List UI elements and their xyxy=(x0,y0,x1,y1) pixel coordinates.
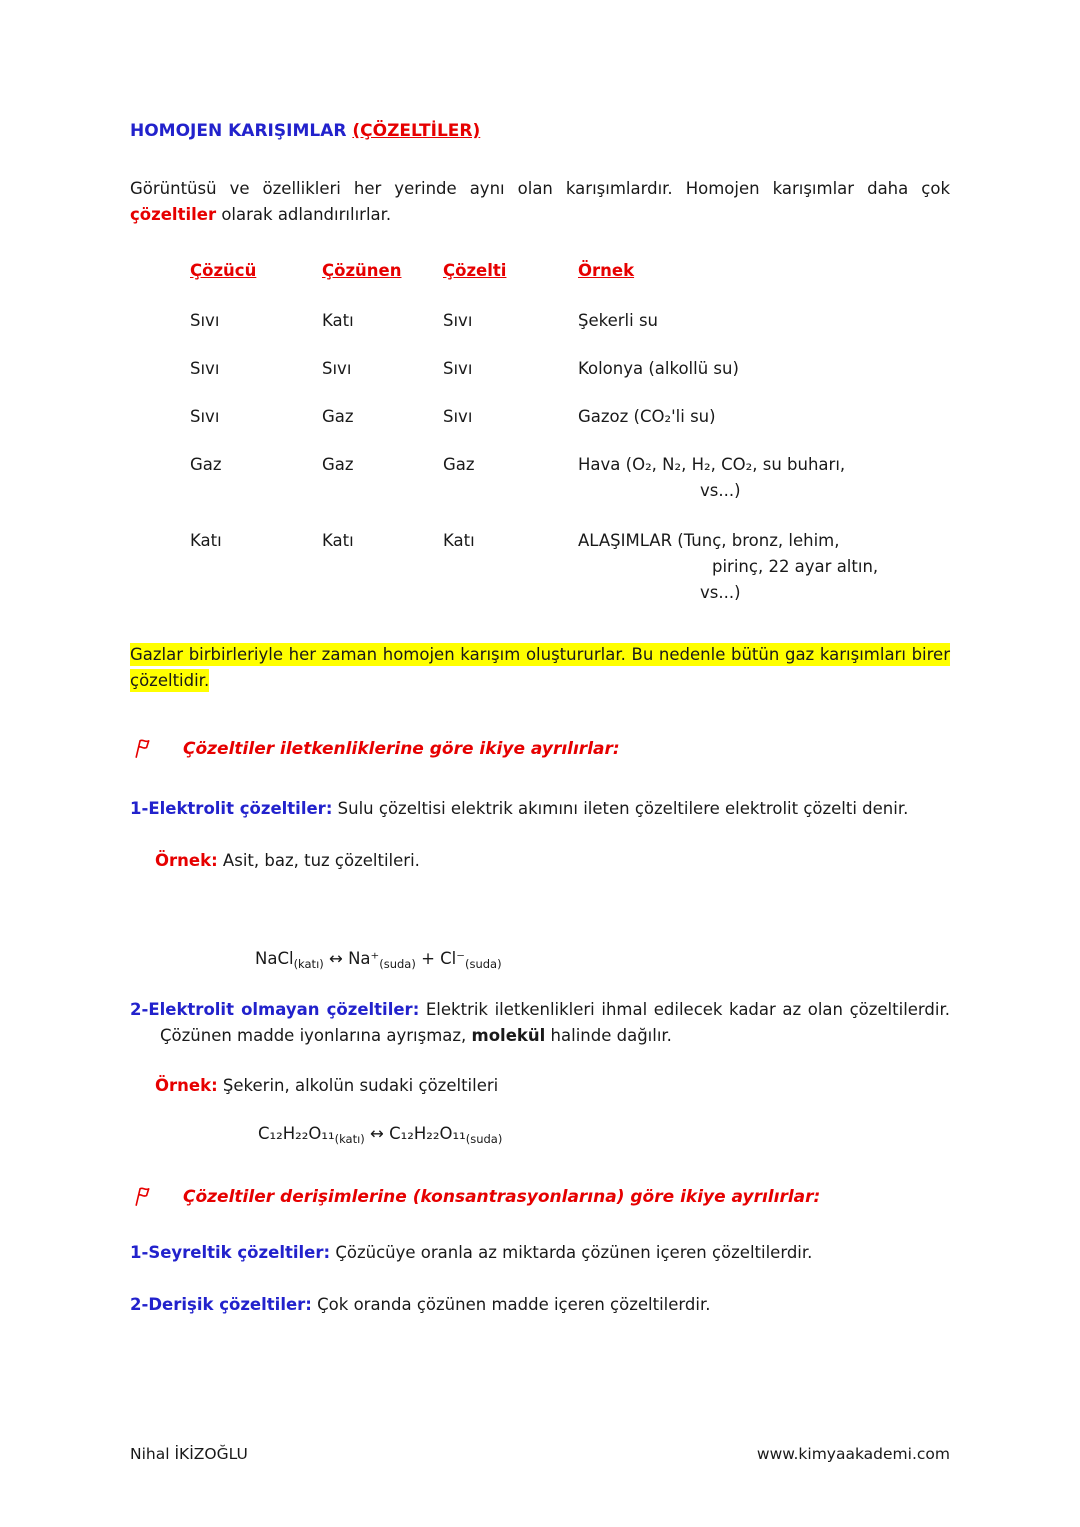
example-line: ALAŞIMLAR (Tunç, bronz, lehim, xyxy=(578,531,840,550)
header-example: Örnek xyxy=(578,261,635,280)
formula-state: (katı) xyxy=(293,957,324,971)
equation-sucrose xyxy=(258,1121,950,1152)
item-label: 2-Derişik çözeltiler: xyxy=(130,1295,312,1314)
solutions-table xyxy=(190,258,950,606)
example-line: Hava (O₂, N₂, H₂, CO₂, su buharı, xyxy=(578,455,846,474)
page-title xyxy=(130,118,950,144)
highlighted-text: Gazlar birbirleriyle her zaman homojen karışım oluştururlar. Bu nedenle bütün gaz karışımları birer çözeltidir. xyxy=(130,645,950,690)
item-concentrated xyxy=(130,1292,950,1318)
table-cell-solute: Gaz xyxy=(322,407,354,426)
table-row xyxy=(190,404,950,430)
section-heading-concentration xyxy=(130,1184,950,1216)
item-text-post: halinde dağılır. xyxy=(545,1026,672,1045)
section-heading-text: Çözeltiler iletkenliklerine göre ikiye ayrılırlar: xyxy=(183,739,620,759)
table-row xyxy=(190,452,950,504)
intro-text-pre: Görüntüsü ve özellikleri her yerinde aynı olan karışımlardır. Homojen karışımlar daha çok xyxy=(130,179,950,198)
example-line: vs...) xyxy=(700,481,741,500)
formula-segment: ↔ Na⁺ xyxy=(323,949,380,968)
formula-state: (suda) xyxy=(464,957,502,971)
example-label: Örnek: xyxy=(155,1076,218,1095)
table-cell-solvent: Sıvı xyxy=(190,359,220,378)
formula-segment: C₁₂H₂₂O₁₁ xyxy=(258,1124,335,1143)
table-cell-solute: Sıvı xyxy=(322,359,352,378)
intro-emphasis: çözeltiler xyxy=(130,205,217,224)
footer-website: www.kimyaakademi.com xyxy=(756,1445,950,1463)
example-block xyxy=(155,1073,950,1099)
table-cell-solution: Katı xyxy=(443,531,475,550)
example-text: Şekerin, alkolün sudaki çözeltileri xyxy=(217,1076,499,1095)
table-cell-example: Şekerli su xyxy=(578,311,658,330)
item-text: Sulu çözeltisi elektrik akımını ileten çözeltilere elektrolit çözelti denir. xyxy=(332,799,909,818)
header-solution: Çözelti xyxy=(443,261,507,280)
item-text-emphasis: molekül xyxy=(471,1026,546,1045)
item-text: Çok oranda çözünen madde içeren çözeltilerdir. xyxy=(311,1295,711,1314)
table-cell-solvent: Sıvı xyxy=(190,407,220,426)
item-label: 2-Elektrolit olmayan çözeltiler: xyxy=(130,1000,420,1019)
table-cell-solvent: Sıvı xyxy=(190,311,220,330)
table-cell-solute: Katı xyxy=(322,531,354,550)
flag-icon xyxy=(130,1184,183,1216)
table-cell-solvent: Katı xyxy=(190,531,222,550)
table-cell-example: Kolonya (alkollü su) xyxy=(578,359,739,378)
table-cell-solution: Sıvı xyxy=(443,407,473,426)
table-cell-solute: Katı xyxy=(322,311,354,330)
header-solvent: Çözücü xyxy=(190,261,257,280)
item-non-electrolyte xyxy=(130,997,950,1049)
flag-icon xyxy=(130,736,183,768)
table-cell-solvent: Gaz xyxy=(190,455,222,474)
example-line: pirinç, 22 ayar altın, xyxy=(712,557,879,576)
formula-segment: + Cl⁻ xyxy=(415,949,465,968)
footer-author: Nihal İKİZOĞLU xyxy=(130,1445,248,1463)
section-heading-conductivity xyxy=(130,736,950,768)
formula-state: (suda) xyxy=(465,1132,503,1146)
table-cell-example xyxy=(578,528,950,606)
equation-nacl xyxy=(255,946,950,977)
item-text-pre: Elektrik iletkenlikleri ihmal edilecek kadar az olan çözeltilerdir. Çözünen madde iyonlarına ayrışmaz, xyxy=(160,1000,950,1045)
table-row xyxy=(190,528,950,606)
item-text: Çözücüye oranla az miktarda çözünen içeren çözeltilerdir. xyxy=(330,1243,813,1262)
highlighted-note xyxy=(130,642,950,694)
page-title-red: (ÇÖZELTİLER) xyxy=(352,121,481,141)
table-cell-example: Gazoz (CO₂'li su) xyxy=(578,407,716,426)
header-solute: Çözünen xyxy=(322,261,402,280)
table-cell-solution: Sıvı xyxy=(443,311,473,330)
example-line: vs...) xyxy=(700,583,741,602)
example-text: Asit, baz, tuz çözeltileri. xyxy=(217,851,420,870)
table-cell-solution: Gaz xyxy=(443,455,475,474)
section-heading-text: Çözeltiler derişimlerine (konsantrasyonlarına) göre ikiye ayrılırlar: xyxy=(183,1187,821,1207)
intro-paragraph xyxy=(130,176,950,228)
table-header-row xyxy=(190,258,950,284)
page-footer xyxy=(130,1441,950,1467)
example-block xyxy=(155,848,950,874)
table-row xyxy=(190,356,950,382)
formula-state: (katı) xyxy=(334,1132,365,1146)
table-row xyxy=(190,308,950,334)
table-cell-solute: Gaz xyxy=(322,455,354,474)
table-cell-solution: Sıvı xyxy=(443,359,473,378)
item-label: 1-Elektrolit çözeltiler: xyxy=(130,799,333,818)
table-cell-example xyxy=(578,452,950,504)
page-title-blue: HOMOJEN KARIŞIMLAR xyxy=(130,121,353,141)
formula-segment: NaCl xyxy=(255,949,294,968)
item-label: 1-Seyreltik çözeltiler: xyxy=(130,1243,331,1262)
item-dilute xyxy=(130,1240,950,1266)
example-label: Örnek: xyxy=(155,851,218,870)
intro-text-post: olarak adlandırılırlar. xyxy=(216,205,392,224)
item-electrolyte xyxy=(130,796,950,822)
formula-segment: ↔ C₁₂H₂₂O₁₁ xyxy=(364,1124,466,1143)
formula-state: (suda) xyxy=(379,957,416,971)
